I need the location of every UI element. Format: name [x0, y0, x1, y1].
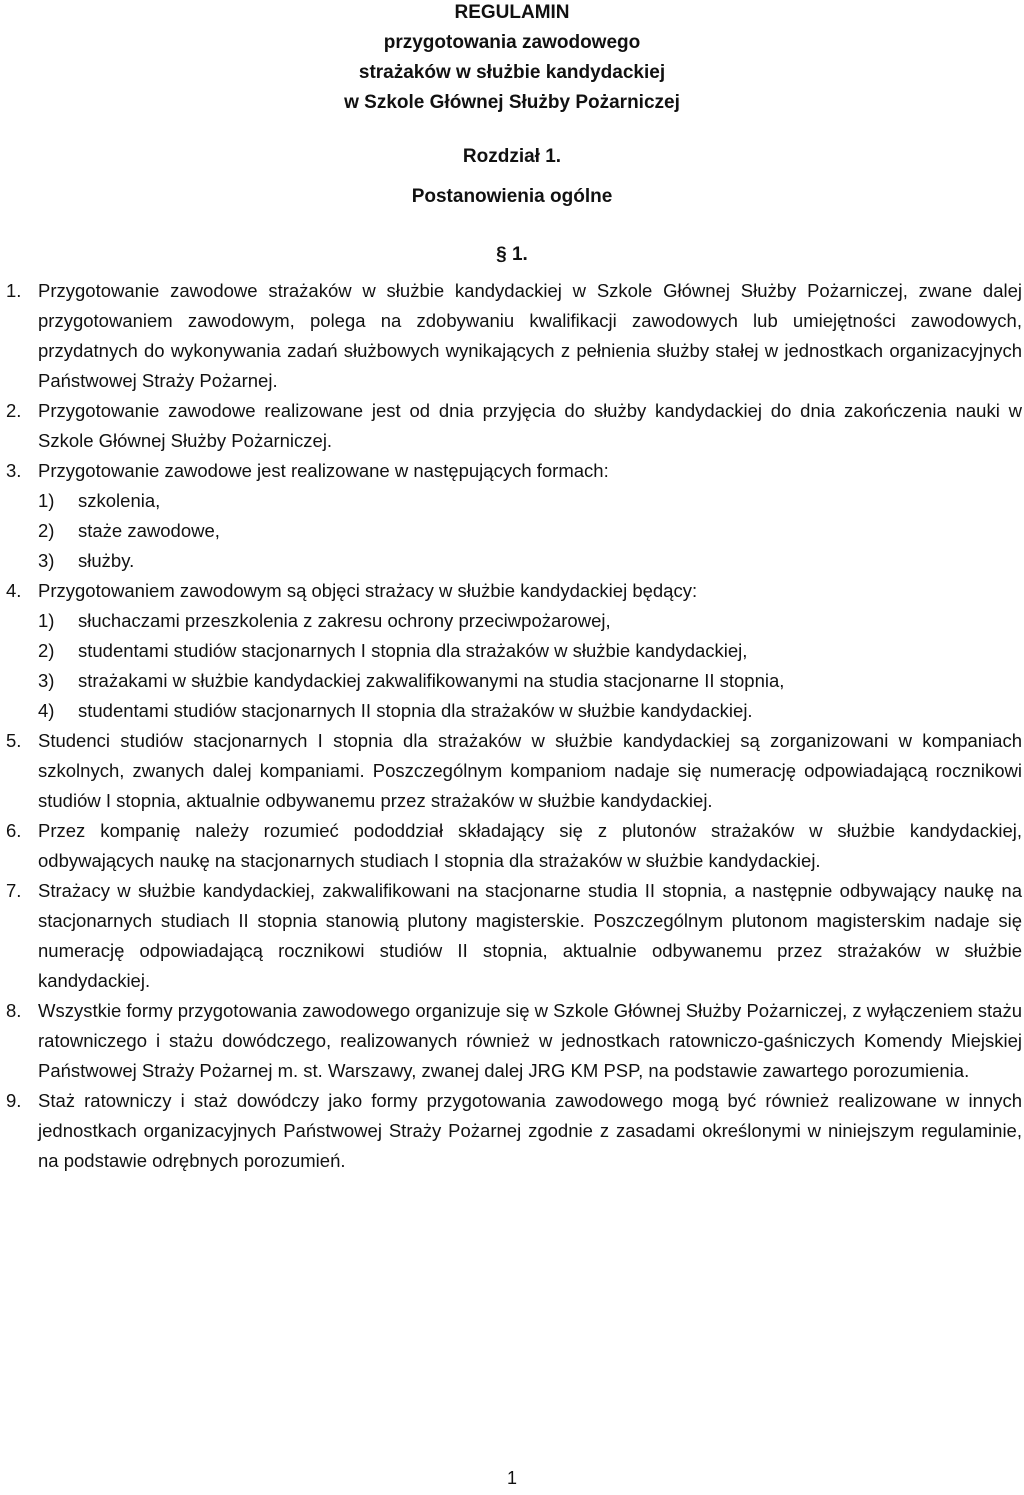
- document-subtitle-line-3: w Szkole Głównej Służby Pożarniczej: [344, 92, 680, 113]
- list-item-number: 1): [38, 610, 55, 631]
- paragraph-text: Przygotowanie zawodowe realizowane jest od dnia przyjęcia do służby kandydackiej do dnia zakończenia nauki w Szkole Głównej Służby Pożarniczej.: [38, 400, 1022, 451]
- document-subtitle-line-2: strażaków w służbie kandydackiej: [358, 62, 666, 83]
- document-body: [0, 276, 1024, 1176]
- list-item: [0, 636, 1024, 666]
- list-item-text: strażakami w służbie kandydackiej zakwalifikowanymi na studia stacjonarne II stopnia,: [78, 670, 785, 691]
- list-item: [0, 606, 1024, 636]
- list-item: [0, 486, 1024, 516]
- list-item-number: 2): [38, 640, 55, 661]
- paragraph-6: [0, 816, 1024, 876]
- list-item-number: 1): [38, 490, 55, 511]
- paragraph-4: [0, 576, 1024, 606]
- list-item: [0, 546, 1024, 576]
- paragraph-text: Przygotowanie zawodowe jest realizowane w następujących formach:: [38, 460, 609, 481]
- list-item-text: służby.: [78, 550, 135, 571]
- list-item-text: studentami studiów stacjonarnych II stopnia dla strażaków w służbie kandydackiej.: [78, 700, 753, 721]
- paragraph-text: Przez kompanię należy rozumieć pododdział składający się z plutonów strażaków w służbie kandydackiej, odbywających naukę na stacjonarnych studiach I stopnia dla strażaków w służbie kandydackiej.: [38, 820, 1022, 871]
- paragraph-9: [0, 1086, 1024, 1176]
- paragraph-text: Przygotowaniem zawodowym są objęci strażacy w służbie kandydackiej będący:: [38, 580, 698, 601]
- list-item-text: staże zawodowe,: [78, 520, 220, 541]
- paragraph-text: Strażacy w służbie kandydackiej, zakwalifikowani na stacjonarne studia II stopnia, a następnie odbywający naukę na stacjonarnych studiach II stopnia stanowią plutony magisterskie. Poszczególnym plutonom magisterskim nadaje się numerację odpowiadającą rocznikowi studiów II stopnia, aktualnie odbywanemu przez strażaków w służbie kandydackiej.: [38, 880, 1022, 991]
- paragraph-number: 2.: [6, 400, 22, 421]
- list-item-number: 3): [38, 550, 55, 571]
- paragraph-text: Staż ratowniczy i staż dowódczy jako formy przygotowania zawodowego mogą być również realizowane w innych jednostkach organizacyjnych Państwowej Straży Pożarnej zgodnie z zasadami określonymi w niniejszym regulaminie, na podstawie odrębnych porozumień.: [38, 1090, 1022, 1171]
- paragraph-number: 5.: [6, 730, 22, 751]
- chapter-title: Postanowienia ogólne: [411, 186, 613, 207]
- document-title: REGULAMIN: [454, 2, 570, 23]
- paragraph-number: 6.: [6, 820, 22, 841]
- paragraph-text: Przygotowanie zawodowe strażaków w służbie kandydackiej w Szkole Głównej Służby Pożarniczej, zwane dalej przygotowaniem zawodowym, polega na zdobywaniu kwalifikacji zawodowych lub umiejętności zawodowych, przydatnych do wykonywania zadań służbowych wynikających z pełnienia służby stałej w jednostkach organizacyjnych Państwowej Straży Pożarnej.: [38, 280, 1022, 391]
- document-subtitle-line-1: przygotowania zawodowego: [383, 32, 641, 53]
- paragraph-5: [0, 726, 1024, 816]
- list-item: [0, 516, 1024, 546]
- paragraph-3: [0, 456, 1024, 486]
- list-item: [0, 666, 1024, 696]
- paragraph-1: [0, 276, 1024, 396]
- list-item-text: studentami studiów stacjonarnych I stopnia dla strażaków w służbie kandydackiej,: [78, 640, 748, 661]
- paragraph-8: [0, 996, 1024, 1086]
- paragraph-number: 9.: [6, 1090, 22, 1111]
- list-item-number: 3): [38, 670, 55, 691]
- paragraph-text: Studenci studiów stacjonarnych I stopnia dla strażaków w służbie kandydackiej są zorganizowani w kompaniach szkolnych, zwanych dalej kompaniami. Poszczególnym kompaniom nadaje się numerację odpowiadającą rocznikowi studiów I stopnia, aktualnie odbywanemu przez strażaków w służbie kandydackiej.: [38, 730, 1022, 811]
- paragraph-number: 4.: [6, 580, 22, 601]
- paragraph-number: 8.: [6, 1000, 22, 1021]
- paragraph-number: 3.: [6, 460, 22, 481]
- section-heading: § 1.: [496, 244, 528, 265]
- list-item-text: szkolenia,: [78, 490, 161, 511]
- list-item: [0, 696, 1024, 726]
- list-item-text: słuchaczami przeszkolenia z zakresu ochrony przeciwpożarowej,: [78, 610, 611, 631]
- paragraph-number: 1.: [6, 280, 22, 301]
- paragraph-2: [0, 396, 1024, 456]
- page-number: 1: [506, 1468, 517, 1488]
- paragraph-number: 7.: [6, 880, 22, 901]
- list-item-number: 4): [38, 700, 55, 721]
- paragraph-text: Wszystkie formy przygotowania zawodowego organizuje się w Szkole Głównej Służby Pożarniczej, z wyłączeniem stażu ratowniczego i stażu dowódczego, realizowanych również w jednostkach ratowniczo-gaśniczych Komendy Miejskiej Państwowej Straży Pożarnej m. st. Warszawy, zwanej dalej JRG KM PSP, na podstawie zawartego porozumienia.: [38, 1000, 1022, 1081]
- chapter-heading: Rozdział 1.: [462, 146, 562, 167]
- list-item-number: 2): [38, 520, 55, 541]
- paragraph-7: [0, 876, 1024, 996]
